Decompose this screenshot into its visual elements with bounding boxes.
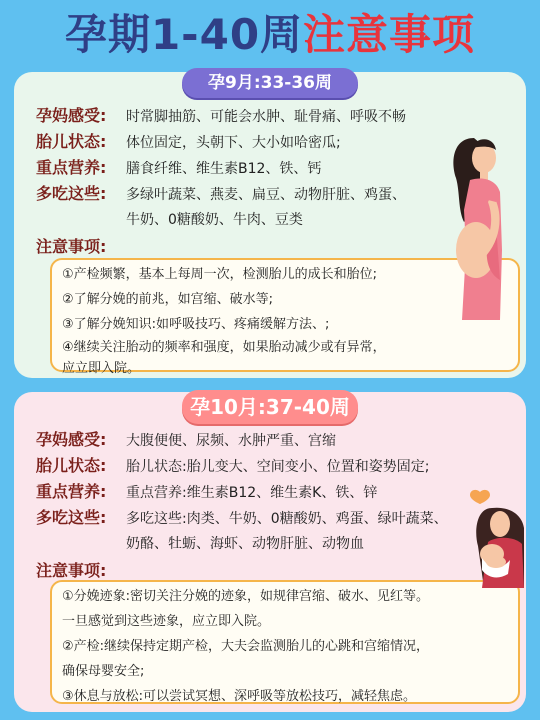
note-item: ①分娩迹象:密切关注分娩的迹象，如规律宫缩、破水、见红等。	[62, 589, 430, 604]
row-value: 体位固定，头朝下、大小如哈密瓜;	[126, 135, 341, 151]
row-fetus-status	[36, 454, 429, 478]
notes-title: 注意事项:	[36, 561, 107, 580]
section-month10-badge: 孕10月:37-40周	[182, 390, 358, 424]
heart-icon	[470, 490, 490, 504]
row-mother-feeling	[36, 104, 406, 128]
title-part1: 孕期1-40周	[64, 10, 304, 59]
row-label: 孕妈感受:	[36, 430, 107, 449]
row-fetus-status	[36, 130, 341, 154]
note-item: 应立即入院。	[62, 361, 141, 376]
row-key-nutrition	[36, 156, 321, 180]
section-month9-badge: 孕9月:33-36周	[182, 68, 358, 98]
note-item: ②产检:继续保持定期产检，大夫会监测胎儿的心跳和宫缩情况，	[62, 639, 430, 654]
row-value: 多绿叶蔬菜、燕麦、扁豆、动物肝脏、鸡蛋、	[126, 187, 406, 203]
note-item: ④继续关注胎动的频率和强度，如果胎动减少或有异常，	[62, 340, 386, 355]
row-value: 时常脚抽筋、可能会水肿、耻骨痛、呼吸不畅	[126, 109, 406, 125]
row-label: 多吃这些:	[36, 184, 107, 203]
note-item: 确保母婴安全;	[62, 664, 145, 679]
row-label: 胎儿状态:	[36, 132, 107, 151]
mother-with-baby-illustration	[462, 488, 524, 588]
row-eat-more-continued: 牛奶、0糖酸奶、牛肉、豆类	[126, 212, 303, 228]
title-part2: 注意事项	[303, 10, 476, 59]
note-item: 一旦感觉到这些迹象，应立即入院。	[62, 614, 271, 629]
row-mother-feeling	[36, 428, 336, 452]
row-label: 胎儿状态:	[36, 456, 107, 475]
note-item: ①产检频繁，基本上每周一次，检测胎儿的成长和胎位;	[62, 267, 378, 282]
section-month10-card	[14, 392, 526, 712]
row-value: 大腹便便、尿频、水肿严重、宫缩	[126, 433, 336, 449]
note-item: ②了解分娩的前兆，如宫缩、破水等;	[62, 292, 274, 307]
note-item: ③休息与放松:可以尝试冥想、深呼吸等放松技巧，减轻焦虑。	[62, 689, 417, 704]
row-key-nutrition	[36, 480, 377, 504]
note-item: ③了解分娩知识:如呼吸技巧、疼痛缓解方法、;	[62, 317, 330, 332]
row-label: 重点营养:	[36, 482, 107, 501]
row-value: 多吃这些:肉类、牛奶、0糖酸奶、鸡蛋、绿叶蔬菜、	[126, 511, 448, 527]
notes-title: 注意事项:	[36, 237, 107, 256]
row-label: 重点营养:	[36, 158, 107, 177]
row-eat-more-continued: 奶酪、牡蛎、海虾、动物肝脏、动物血	[126, 536, 364, 552]
row-label: 多吃这些:	[36, 508, 107, 527]
row-value: 重点营养:维生素B12、维生素K、铁、锌	[126, 485, 378, 501]
section-month9-card	[14, 72, 526, 378]
row-value: 胎儿状态:胎儿变大、空间变小、位置和姿势固定;	[126, 459, 430, 475]
notes-box	[50, 580, 520, 704]
row-value: 膳食纤维、维生素B12、铁、钙	[126, 161, 322, 177]
pregnant-woman-illustration	[444, 130, 520, 320]
row-eat-more	[36, 506, 448, 530]
row-label: 孕妈感受:	[36, 106, 107, 125]
row-eat-more	[36, 182, 406, 206]
page-title	[0, 4, 540, 66]
